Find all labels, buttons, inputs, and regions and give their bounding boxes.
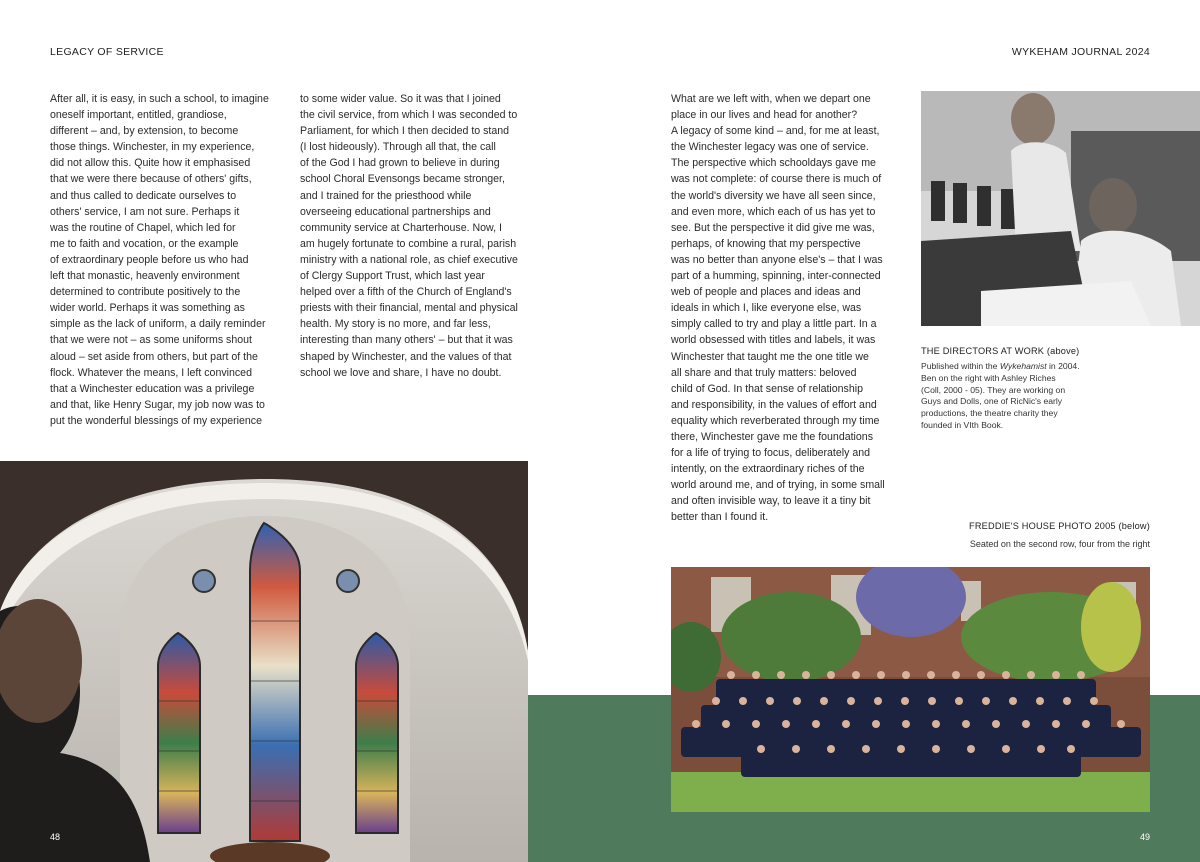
article-column-1	[50, 91, 269, 429]
caption-line: founded in VIth Book.	[921, 419, 1004, 430]
caption-line: productions, the theatre charity they	[921, 408, 1058, 419]
text-line: intently, on the extraordinary riches of the	[671, 463, 865, 476]
text-line: better than I found it.	[671, 511, 769, 524]
text-line: overseeing educational partnerships and	[300, 205, 491, 218]
caption-line: Ben on the right with Ashley Riches	[921, 372, 1056, 383]
text-line: child of God. In that sense of relationship	[671, 382, 863, 395]
text-line: of extraordinary people before us who had	[50, 253, 249, 266]
text-line: that we were not – as some uniforms shout	[50, 334, 252, 347]
text-line: that we were there because of others' gifts,	[50, 173, 252, 186]
text-line: different – and, by extension, to become	[50, 125, 239, 138]
text-line: school Choral Evensongs became stronger,	[300, 173, 505, 186]
text-line: A legacy of some kind – and, for me at least,	[671, 125, 880, 138]
text-line: of the God I had grown to believe in during	[300, 157, 500, 170]
text-line: the world's diversity we have all seen since,	[671, 189, 876, 202]
text-line: am hugely fortunate to combine a rural, parish	[300, 237, 517, 250]
text-line: there, Winchester gave me the foundations	[671, 430, 873, 443]
text-line: world around me, and of trying, in some small	[671, 479, 885, 492]
text-line: and often invisible way, to leave it a tiny bit	[671, 495, 871, 508]
caption-line: Guys and Dolls, one of RicNic's early	[921, 396, 1063, 407]
house-photo-caption-title: FREDDIE'S HOUSE PHOTO 2005 (below)	[969, 521, 1150, 531]
text-line: interesting than many others' – but that it was	[300, 334, 513, 347]
text-line: helped over a fifth of the Church of England's	[300, 286, 512, 299]
text-line: What are we left with, when we depart one	[671, 93, 871, 105]
text-line: others' service, I am not sure. Perhaps it	[50, 205, 240, 218]
text-line: me to faith and vocation, or the example	[50, 237, 239, 250]
text-line: simply called to try and play a little part. In a	[671, 318, 877, 331]
text-line: perhaps, of knowing that my perspective	[671, 237, 861, 250]
text-line: and thus called to dedicate ourselves to	[50, 189, 237, 202]
text-line: After all, it is easy, in such a school, to imagine	[50, 93, 269, 105]
text-line: simple as the lack of uniform, a daily reminder	[50, 318, 266, 331]
text-line: all share and that truly matters: beloved	[671, 366, 857, 379]
house-group-photo	[671, 567, 1150, 812]
text-line: wider world. Perhaps it was something as	[50, 302, 245, 315]
text-line: The perspective which schooldays gave me	[671, 157, 876, 170]
text-line: that a Winchester education was a privilege	[50, 382, 255, 395]
text-line: aloud – set aside from others, but part of the	[50, 350, 258, 363]
page-number-right: 49	[1139, 832, 1150, 842]
text-line: equality which reverberated through my time	[671, 414, 880, 427]
text-line: determined to contribute positively to the	[50, 286, 241, 299]
text-line: flock. Whatever the means, I left convinced	[50, 366, 252, 379]
text-line: shaped by Winchester, and the values of that	[300, 350, 512, 363]
directors-caption-title: THE DIRECTORS AT WORK (above)	[921, 346, 1080, 356]
text-line: and that, like Henry Sugar, my job now was to	[50, 398, 265, 411]
text-line: the Winchester legacy was one of service.	[671, 141, 869, 154]
text-line: for a life of trying to focus, deliberately and	[671, 447, 871, 460]
text-line: and even more, which each of us has yet to	[671, 205, 876, 218]
caption-line: Published within the Wykehamist in 2004.	[921, 361, 1080, 371]
text-line: see. But the perspective it did give me was,	[671, 221, 875, 234]
text-line: (I lost hideously). Through all that, the call	[300, 141, 496, 154]
text-line: web of people and places and ideas and	[671, 286, 861, 299]
text-line: of Clergy Support Trust, which last year	[300, 270, 485, 283]
text-line: left that monastic, heavenly environment	[50, 270, 240, 283]
text-line: priests with their financial, mental and physical	[300, 302, 518, 315]
text-line: the civil service, from which I was seconded to	[300, 109, 518, 122]
running-head-right: WYKEHAM JOURNAL 2024	[1011, 46, 1150, 58]
text-line: those things. Winchester, in my experience,	[50, 141, 255, 154]
caption-line: (Coll, 2000 - 05). They are working on	[921, 384, 1066, 395]
directors-caption-text	[921, 361, 1121, 432]
page-number-left: 48	[50, 832, 61, 842]
article-column-2	[300, 91, 518, 381]
directors-at-work-photo	[921, 91, 1200, 326]
house-photo-caption-text: Seated on the second row, four from the right	[969, 539, 1150, 549]
text-line: and I trained for the priesthood while	[300, 189, 472, 202]
stained-glass-window-photo	[0, 461, 528, 862]
text-line: to some wider value. So it was that I joined	[300, 93, 501, 105]
text-line: Parliament, for which I then decided to stand	[300, 125, 510, 138]
text-line: put the wonderful blessings of my experience	[50, 414, 262, 427]
text-line: school we love and share, I have no doubt.	[300, 366, 502, 379]
article-column-3	[671, 91, 885, 526]
text-line: oneself important, entitled, grandiose,	[50, 109, 227, 122]
text-line: was not complete: of course there is much of	[671, 173, 882, 186]
text-line: place in our lives and head for another?	[671, 109, 858, 122]
text-line: health. My story is no more, and far less,	[300, 318, 491, 331]
text-line: did not allow this. Quite how it emphasised	[50, 157, 251, 170]
running-head-left: LEGACY OF SERVICE	[50, 46, 164, 58]
text-line: world obsessed with titles and labels, it was	[671, 334, 876, 347]
text-line: community service at Charterhouse. Now, I	[300, 221, 502, 234]
text-line: Winchester that taught me the one title we	[671, 350, 869, 363]
text-line: was no better than anyone else's – that I was	[671, 253, 883, 266]
text-line: and responsibility, in the values of effort and	[671, 398, 877, 411]
text-line: ideals in which I, like everyone else, was	[671, 302, 862, 315]
text-line: part of a humming, spinning, inter-connected	[671, 270, 881, 283]
text-line: was the routine of Chapel, which led for	[50, 221, 236, 234]
text-line: ministry with a national role, as chief executive	[300, 253, 518, 266]
